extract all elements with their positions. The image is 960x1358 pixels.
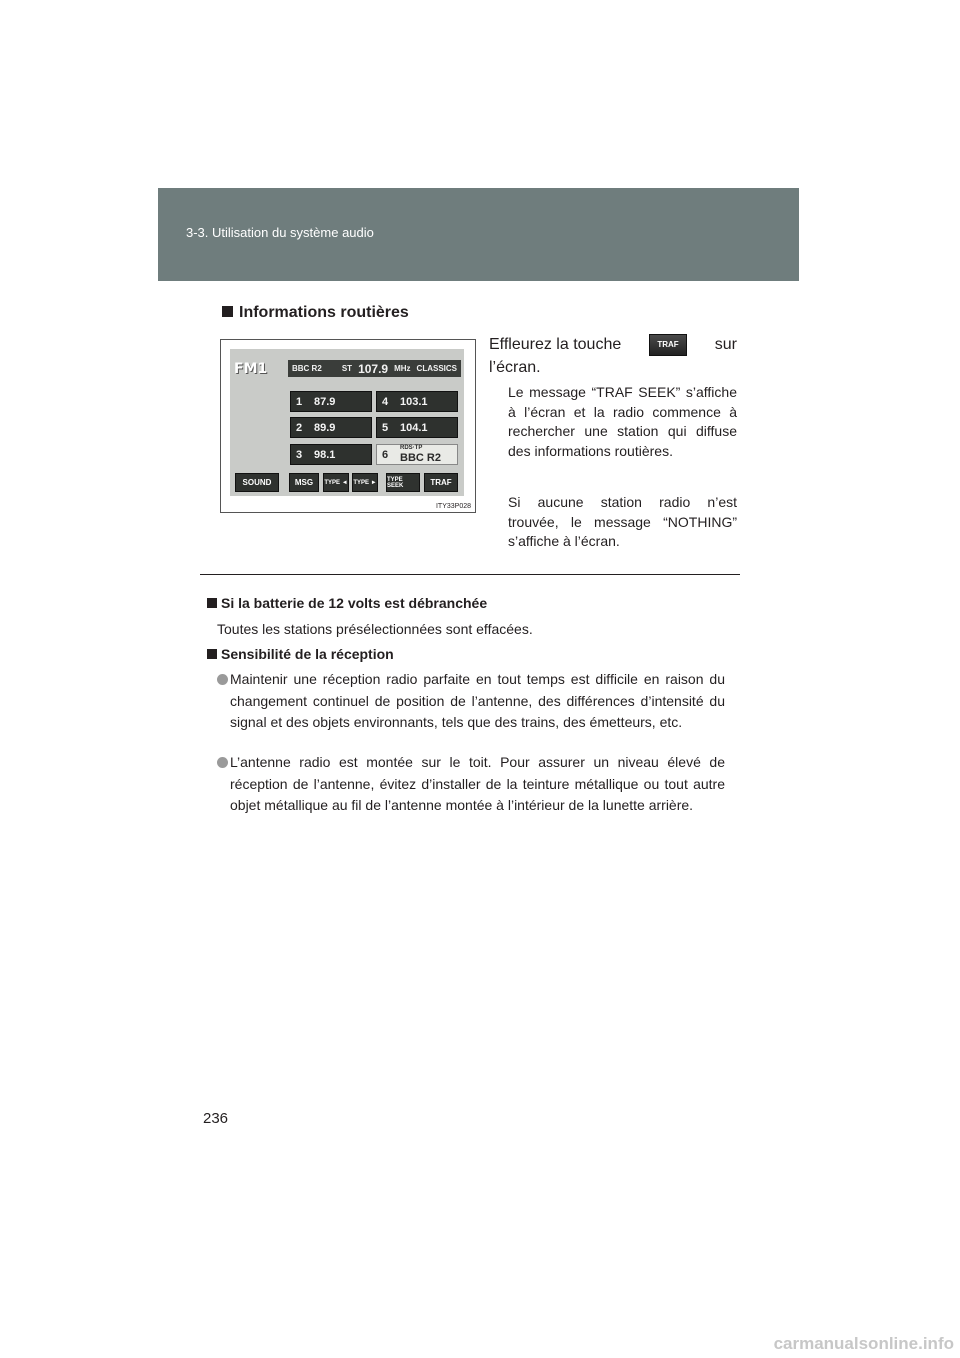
section-title: Informations routières: [239, 304, 409, 321]
instruction-part1: Effleurez la touche: [489, 336, 622, 353]
page-number: 236: [203, 1110, 229, 1127]
station-name: BBC R2: [292, 364, 322, 373]
preset-button-2: [290, 417, 372, 438]
preset-value: 89.9: [314, 421, 336, 434]
frequency-unit: MHz: [394, 364, 411, 373]
type-prev-button: TYPE ◄: [323, 473, 349, 492]
preset-tag: RDS·TP: [400, 445, 423, 451]
band-label: FM1: [234, 361, 268, 377]
paragraph-traf-seek: Le message “TRAF SEEK” s’affiche à l’écran et la radio commence à rechercher une station qui diffuse des informations routières.: [508, 384, 737, 459]
divider: [200, 574, 740, 575]
status-bar: [288, 360, 461, 377]
square-bullet-icon: [207, 649, 217, 659]
type-next-button: TYPE ►: [352, 473, 378, 492]
preset-number: 1: [296, 395, 303, 408]
preset-number: 2: [296, 421, 303, 434]
note-text-battery: Toutes les stations présélectionnées sont effacées.: [217, 621, 533, 637]
instruction: [489, 333, 737, 379]
bullet-item: [217, 669, 725, 734]
preset-button-5: [376, 417, 458, 438]
preset-button-3: [290, 444, 372, 465]
note-heading-text: Sensibilité de la réception: [221, 646, 394, 662]
instruction-part3: l’écran.: [489, 359, 541, 376]
radio-screen: [230, 349, 464, 496]
preset-value: 98.1: [314, 448, 336, 461]
traf-button: TRAF: [424, 473, 458, 492]
type-seek-button: TYPE SEEK: [386, 473, 420, 492]
figure-code: ITY33P028: [435, 503, 471, 510]
bullet-text: L’antenne radio est montée sur le toit. Pour assurer un niveau élevé de réception de l’antenne, évitez d’installer de la teinture métallique ou tout autre objet métallique au fil de l’antenne montée à l’intérieur de la lunette arrière.: [230, 754, 725, 813]
preset-button-4: [376, 391, 458, 412]
frequency: 107.9: [358, 361, 389, 376]
section-heading: [222, 304, 409, 322]
preset-button-1: [290, 391, 372, 412]
instruction-part2: sur: [714, 336, 737, 353]
preset-number: 6: [382, 448, 389, 461]
stereo-label: ST: [341, 364, 353, 373]
note-heading-battery: [207, 595, 487, 611]
bullet-item: [217, 752, 725, 817]
preset-value: 104.1: [400, 421, 428, 434]
preset-value: 87.9: [314, 395, 336, 408]
note-heading-reception: [207, 646, 394, 662]
bullet-text: Maintenir une réception radio parfaite en tout temps est difficile en raison du changement continuel de position de l’antenne, des différences d’intensité du signal et des objets environnants, tels que des trains, des émetteurs, etc.: [230, 671, 725, 730]
radio-screen-figure: [220, 339, 476, 513]
preset-value: BBC R2: [400, 452, 441, 464]
circle-bullet-icon: [217, 674, 228, 685]
square-bullet-icon: [207, 598, 217, 608]
sound-button: SOUND: [235, 473, 279, 492]
preset-value: 103.1: [400, 395, 428, 408]
genre: CLASSICS: [416, 364, 457, 373]
paragraph-nothing: Si aucune station radio n’est trouvée, le message “NOTHING” s’affiche à l’écran.: [508, 494, 737, 549]
chapter-title: 3-3. Utilisation du système audio: [186, 225, 374, 240]
note-heading-text: Si la batterie de 12 volts est débranchée: [221, 595, 488, 611]
chapter-header: [158, 188, 799, 281]
square-bullet-icon: [222, 306, 233, 317]
circle-bullet-icon: [217, 757, 228, 768]
preset-number: 4: [382, 395, 389, 408]
traf-button-icon: TRAF: [649, 334, 687, 356]
watermark: carmanualsonline.info: [773, 1334, 954, 1353]
preset-number: 3: [296, 448, 303, 461]
preset-number: 5: [382, 421, 389, 434]
preset-button-6: [376, 444, 458, 465]
msg-button: MSG: [289, 473, 319, 492]
